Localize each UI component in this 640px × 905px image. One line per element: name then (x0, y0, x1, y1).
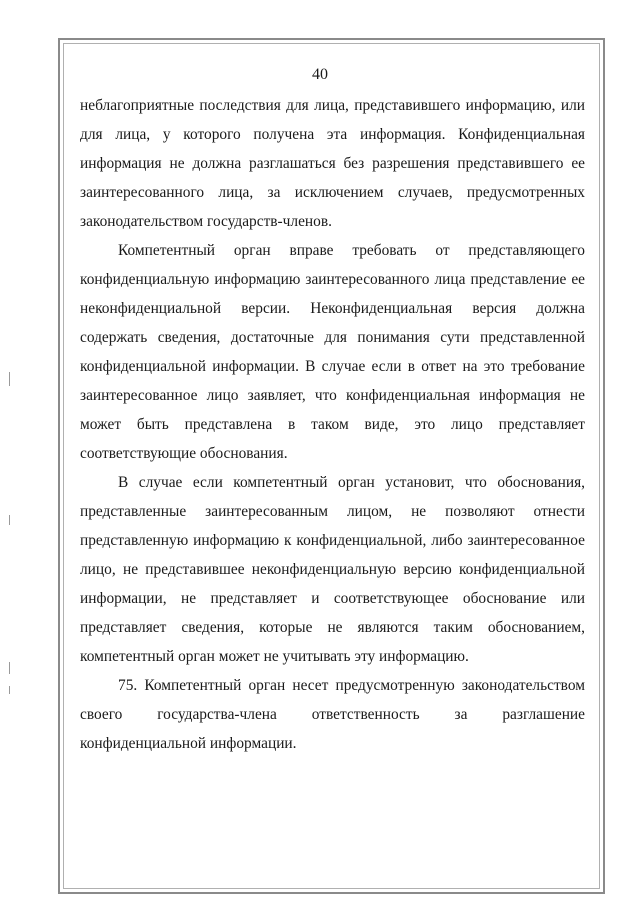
scan-artifact-mark (9, 686, 10, 694)
scan-artifact-mark (9, 662, 10, 674)
document-body (80, 91, 585, 758)
page-number: 40 (312, 66, 328, 83)
paragraph: Компетентный орган вправе требовать от представляющего конфиденциальную информацию заинтересованного лица представление ее неконфиденциальной версии. Неконфиденциальная версия должна содержать сведения, достаточные для понимания сути представленной конфиденциальной информации. В случае если в ответ на это требование заинтересованное лицо заявляет, что конфиденциальная информация не может быть представлена в таком виде, это лицо представляет соответствующие обоснования. (80, 242, 585, 462)
scan-artifact-mark (9, 515, 10, 525)
paragraph: В случае если компетентный орган установит, что обоснования, представленные заинтересованным лицом, не позволяют отнести представленную информацию к конфиденциальной, либо заинтересованное лицо, не представившее неконфиденциальную версию конфиденциальной информации, не представляет и соответствующее обоснование или представляет сведения, которые не являются таким обоснованием, компетентный орган может не учитывать эту информацию. (80, 474, 585, 665)
scan-artifact-mark (9, 372, 10, 386)
paragraph-continuation: неблагоприятные последствия для лица, представившего информацию, или для лица, у которого получена эта информация. Конфиденциальная информация не должна разглашаться без разрешения представившего ее заинтересованного лица, за исключением случаев, предусмотренных законодательством государств-членов. (80, 97, 585, 230)
paragraph-item-75: 75. Компетентный орган несет предусмотренную законодательством своего государства-члена ответственность за разглашение конфиденциальной информации. (80, 677, 585, 752)
